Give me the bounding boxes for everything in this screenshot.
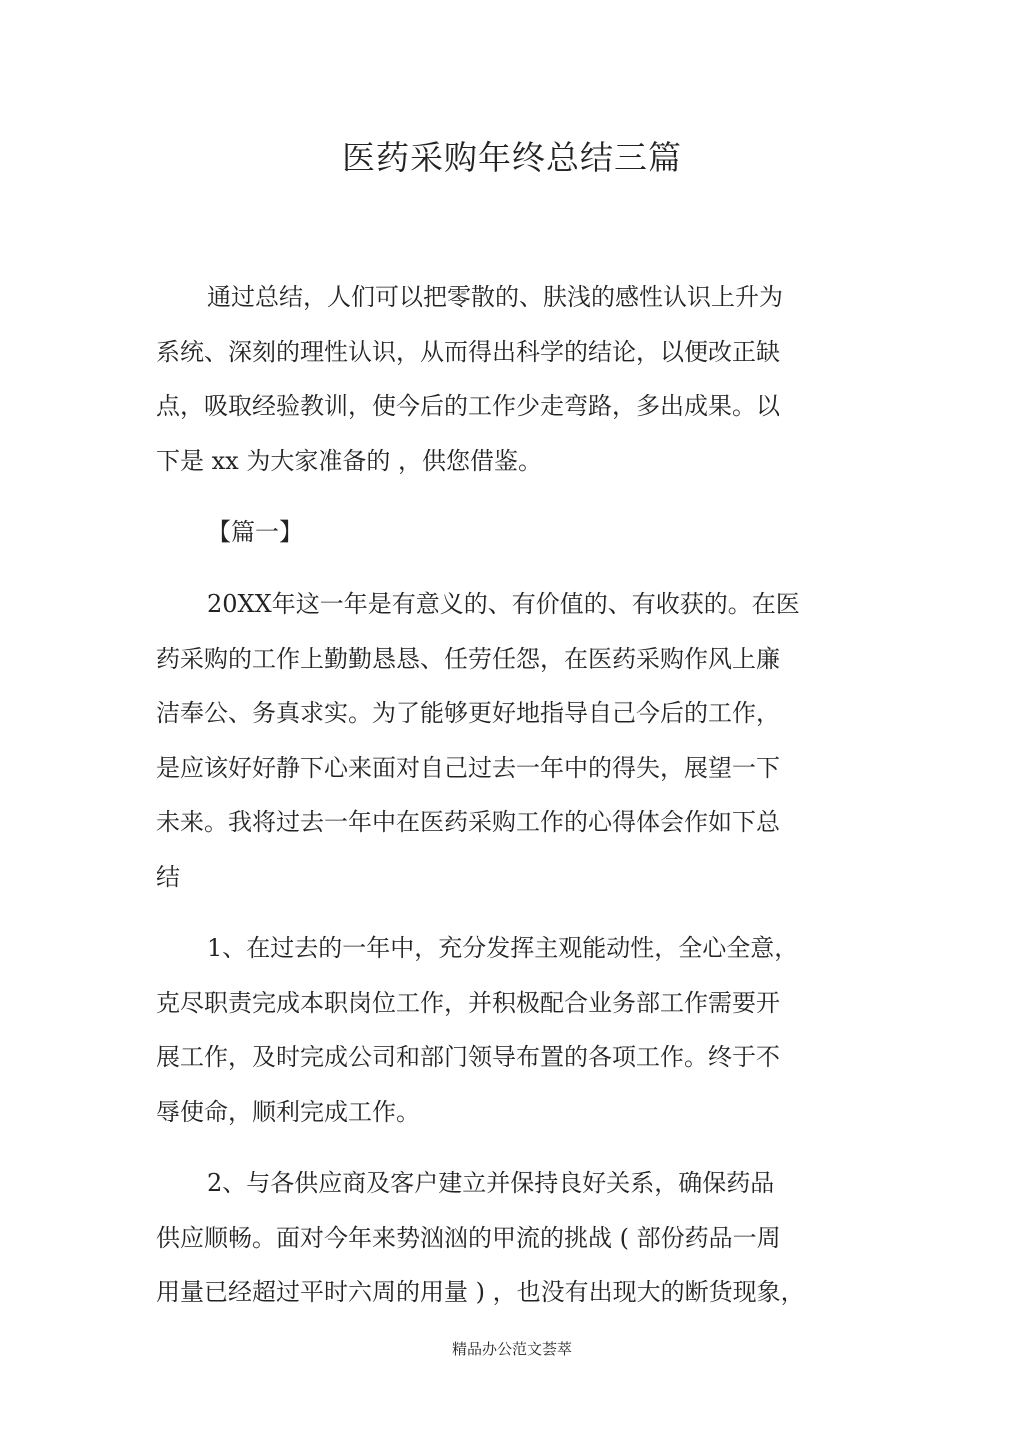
intro-line-3: 点，吸取经验教训，使今后的工作少走弯路，多出成果。以 — [156, 392, 780, 420]
para1-line-3: 洁奉公、务真求实。为了能够更好地指导自己今后的工作， — [156, 699, 780, 727]
para1-line-1: 20XX年这一年是有意义的、有价值的、有收获的。在医 — [207, 590, 800, 618]
intro-line-1: 通过总结，人们可以把零散的、肤浅的感性认识上升为 — [207, 283, 783, 311]
document-title: 医药采购年终总结三篇 — [342, 138, 682, 177]
intro-line-2: 系统、深刻的理性认识，从而得出科学的结论，以便改正缺 — [156, 338, 780, 366]
item1-line-4: 辱使命，顺利完成工作。 — [156, 1098, 420, 1126]
item1-line-3: 展工作，及时完成公司和部门领导布置的各项工作。终于不 — [156, 1043, 780, 1071]
page-footer: 精品办公范文荟萃 — [451, 1340, 572, 1358]
item2-line-1: 2、与各供应商及客户建立并保持良好关系，确保药品 — [207, 1169, 775, 1197]
para1-line-5: 未来。我将过去一年中在医药采购工作的心得体会作如下总 — [156, 808, 780, 836]
section-heading: 【篇一】 — [207, 518, 303, 546]
item2-line-3: 用量已经超过平时六周的用量 ) ，也没有出现大的断货现象， — [156, 1278, 805, 1306]
para1-line-6: 结 — [156, 863, 180, 891]
para1-line-2: 药采购的工作上勤勤恳恳、任劳任怨，在医药采购作风上廉 — [156, 645, 780, 673]
item2-line-2: 供应顺畅。面对今年来势汹汹的甲流的挑战 ( 部份药品一周 — [156, 1224, 781, 1252]
item1-line-2: 克尽职责完成本职岗位工作，并积极配合业务部工作需要开 — [156, 989, 780, 1017]
intro-line-4: 下是 xx 为大家准备的 ，供您借鉴。 — [156, 447, 542, 475]
item1-line-1: 1、在过去的一年中，充分发挥主观能动性，全心全意， — [207, 934, 799, 962]
para1-line-4: 是应该好好静下心来面对自己过去一年中的得失，展望一下 — [156, 754, 780, 782]
